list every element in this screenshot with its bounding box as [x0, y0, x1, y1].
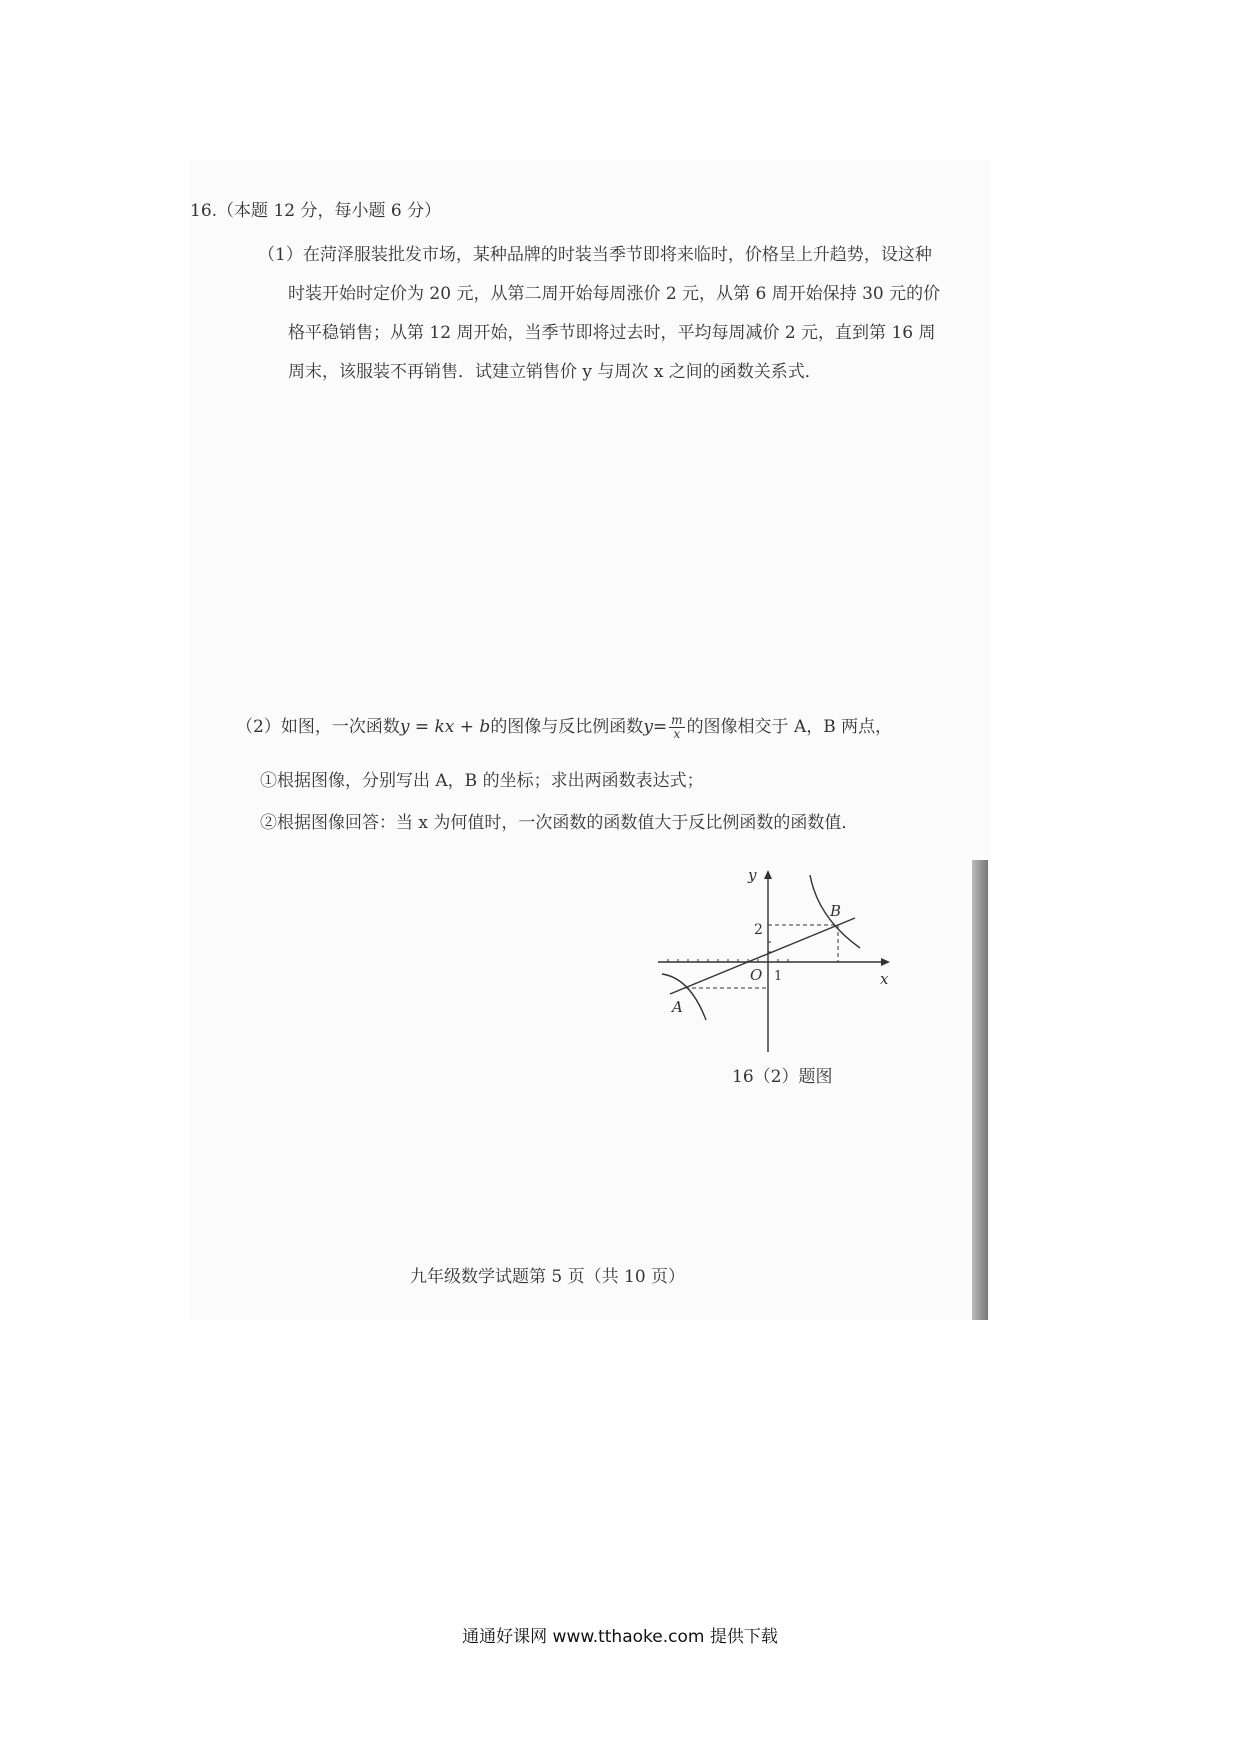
part2-mid: 的图像与反比例函数: [490, 717, 644, 737]
download-watermark: 通通好课网 www.tthaoke.com 提供下载: [462, 1627, 778, 1647]
point-b-label: B: [830, 902, 842, 920]
scan-shadow-edge: [972, 860, 988, 1320]
page-number-footer: 九年级数学试题第 5 页（共 10 页）: [410, 1267, 686, 1287]
part2-text: [236, 712, 892, 741]
origin-label: O: [750, 966, 763, 984]
y-axis-label: y: [748, 866, 757, 884]
part2-tail: 的图像相交于 A，B 两点，: [686, 717, 893, 737]
inverse-fraction: [669, 714, 684, 741]
inverse-function-y: y=: [643, 717, 668, 737]
function-graph-figure: [650, 860, 900, 1060]
part1-text: （1）在菏泽服装批发市场，某种品牌的时装当季节即将来临时，价格呈上升趋势，设这种时装开始时定价为 20 元，从第二周开始每周涨价 2 元，从第 6 周开始保持 30 元的价格平稳销售；从第 12 周开始，当季节即将过去时，平均每周减价 2 元，直到第 16 周周末，该服装不再销售．试建立销售价 y 与周次 x 之间的函数关系式．: [258, 245, 941, 382]
fraction-denominator: x: [673, 727, 681, 741]
x-tick-label: 1: [774, 969, 783, 984]
part2-lead: （2）如图，一次函数: [236, 717, 400, 737]
x-axis-arrow: [881, 958, 890, 966]
hyperbola-branch-left: [662, 974, 706, 1020]
question-title: 16.（本题 12 分，每小题 6 分）: [190, 201, 442, 221]
y-axis-arrow: [764, 870, 772, 879]
subquestion-2: ②根据图像回答：当 x 为何值时，一次函数的函数值大于反比例函数的函数值．: [260, 813, 859, 833]
fraction-numerator: m: [671, 713, 683, 727]
x-axis-label: x: [880, 970, 889, 988]
subquestion-1: ①根据图像，分别写出 A，B 的坐标；求出两函数表达式；: [260, 771, 704, 791]
y-tick-label: 2: [754, 922, 763, 938]
figure-caption: 16（2）题图: [732, 1067, 833, 1087]
point-a-label: A: [672, 998, 683, 1016]
linear-function: y = kx + b: [399, 717, 491, 737]
